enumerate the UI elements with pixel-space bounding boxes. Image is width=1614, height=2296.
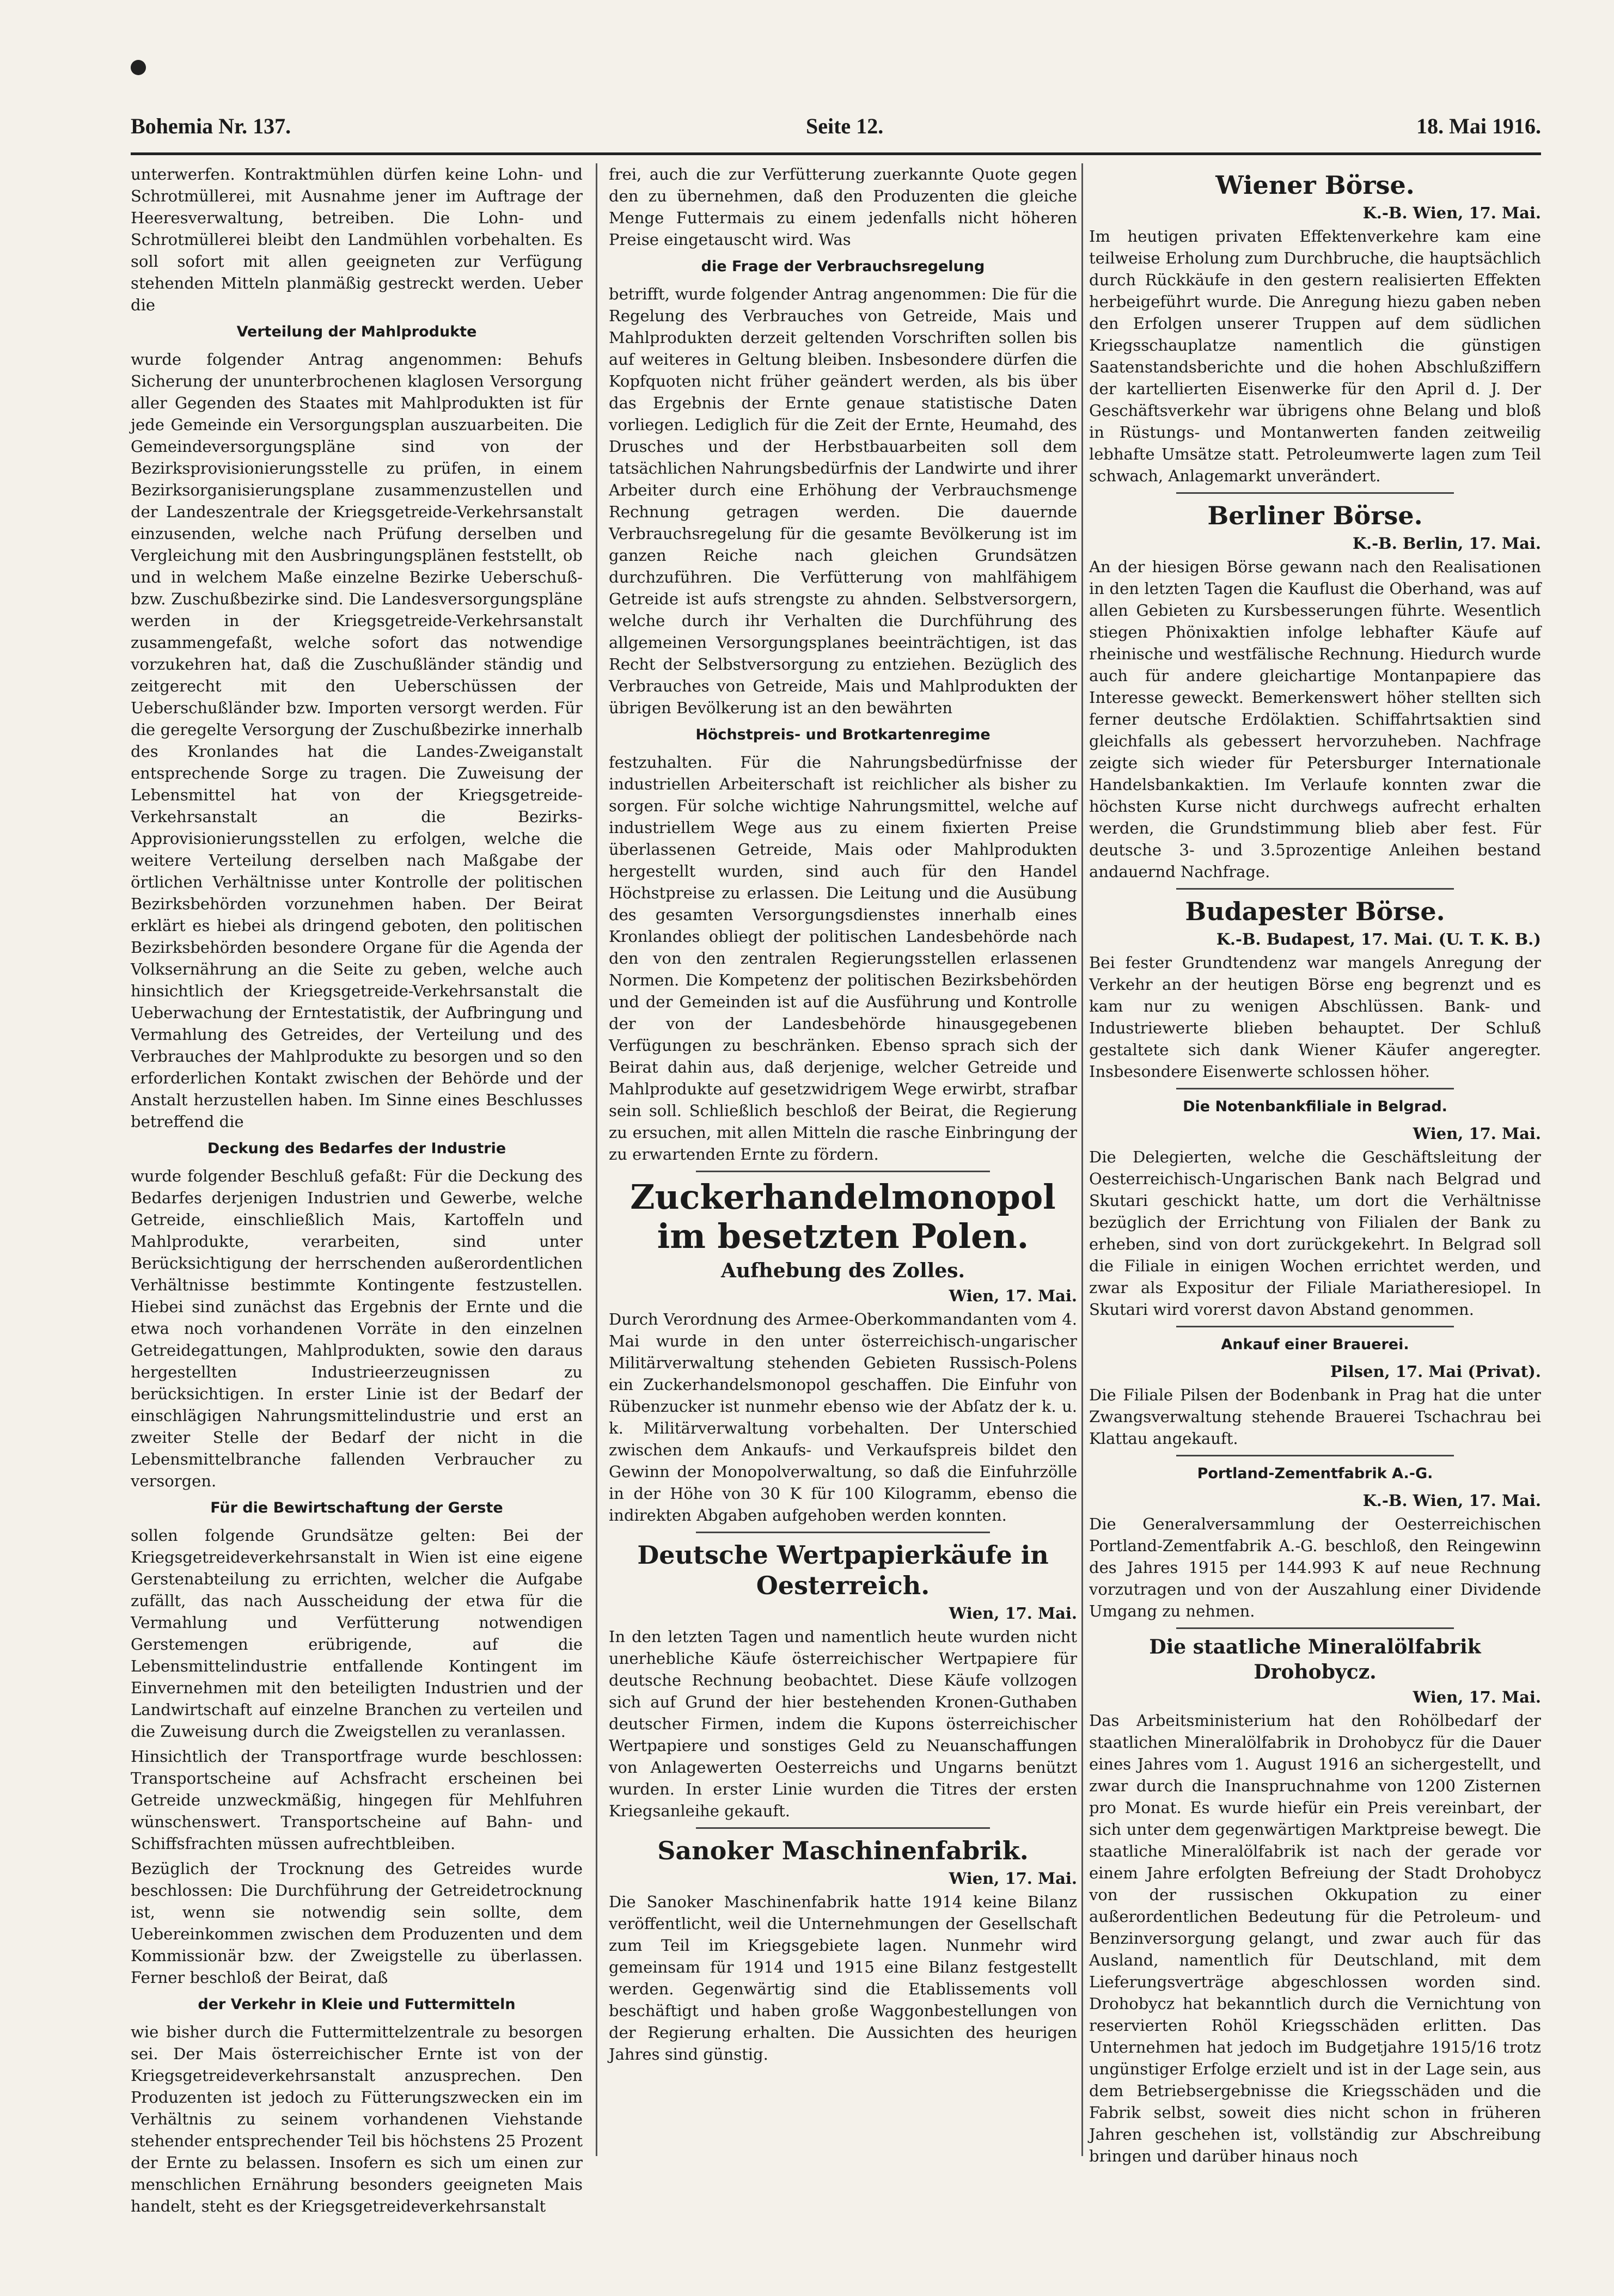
paragraph: Hinsichtlich der Transportfrage wurde beschlossen: Transportscheine auf Achsfracht erscheinen bei Getreide unzweckmäßig, hingegen für Mehlfuhren wünschenswert. Transportscheine auf Bahn- und Schiffsfrachten müssen aufrechtbleiben. [131, 1747, 583, 1853]
dateline: Pilsen, 17. Mai (Privat). [1330, 1362, 1541, 1381]
dateline: Wien, 17. Mai. [949, 1869, 1077, 1888]
article-headline: Berliner Börse. [1207, 501, 1423, 530]
article-headline: Deutsche Wertpapierkäufe in Oesterreich. [637, 1540, 1049, 1600]
paragraph: Bezüglich der Trocknung des Getreides wurde beschlossen: Die Durchführung der Getreidetrocknung ist, wenn sie notwendig sein sollte, dem Uebereinkommen zwischen dem Produzenten und dem Kommissionär bzw. der Zweigstelle zu überlassen. Ferner beschloß der Beirat, daß [131, 1859, 583, 1987]
article-headline: Die staatliche Mineralölfabrik Drohobycz. [1149, 1636, 1481, 1683]
dateline: Wien, 17. Mai. [1413, 1124, 1541, 1143]
paragraph: wie bisher durch die Futtermittelzentrale zu besorgen sei. Der Mais österreichischer Ernte ist von der Kriegsgetreideverkehrsanstalt anzusprechen. Den Produzenten ist jedoch zu Fütterungszwecken ein im Verhältnis zu seinem vorhandenen Viehstande stehender entsprechender Teil bis höchstens 25 Prozent der Ernte zu belassen. Insofern es sich um einen zur menschlichen Ernährung besonders geeigneten Mais handelt, steht es der Kriegsgetreideverkehrsanstalt [131, 2023, 583, 2215]
dateline: Wien, 17. Mai. [949, 1604, 1077, 1622]
subheading: Höchstpreis- und Brotkartenregime [695, 726, 991, 743]
paragraph: unterwerfen. Kontraktmühlen dürfen keine Lohn- und Schrotmüllerei, mit Ausnahme jener im Auftrage der Heeresverwaltung, betreiben. Die Lohn- und Schrotmüllerei bleibt den Landmühlen vorbehalten. Es soll sofort mit allen geeigneten zur Verfügung stehenden Mitteln planmäßig gestreckt werden. Ueber die [131, 165, 583, 314]
article-subheadline: Aufhebung des Zolles. [720, 1259, 965, 1282]
article-separator [1176, 1455, 1454, 1456]
article-separator [696, 1171, 990, 1172]
page-header [131, 109, 1541, 147]
dateline: K.-B. Berlin, 17. Mai. [1352, 534, 1541, 553]
subheading: Ankauf einer Brauerei. [1221, 1336, 1409, 1353]
dateline: K.-B. Wien, 17. Mai. [1362, 1491, 1541, 1510]
article-separator [1176, 1326, 1454, 1327]
article-separator [1176, 888, 1454, 890]
article-separator [1176, 1088, 1454, 1089]
paragraph: Bei fester Grundtendenz war mangels Anregung der Verkehr an der heutigen Börse eng begrenzt und es kam nur zu wenigen Abschlüssen. Bank- und Industriewerte blieben behauptet. Der Schluß gestaltete sich dank Wiener Käufer angeregter. Insbesondere Eisenwerte schlossen höher. [1089, 953, 1541, 1081]
column-divider [596, 163, 597, 2156]
column-3 [1089, 163, 1541, 2165]
article-separator [696, 1532, 990, 1533]
paragraph: In den letzten Tagen und namentlich heute wurden nicht unerhebliche Käufe österreichischer Wertpapiere für deutsche Rechnung beobachtet. Diese Käufe vollzogen sich auf Grund der hier bestehenden Kronen-Guthaben deutscher Firmen, indem die Kupons österreichischer Wertpapiere und sonstiges Geld zu Neuanschaffungen von Anlagewerten Oesterreichs und Ungarns benützt wurden. In erster Linie wurden die Titres der ersten Kriegsanleihe gekauft. [609, 1627, 1077, 1820]
article-headline: Zuckerhandelmonopol im besetzten Polen. [630, 1177, 1056, 1256]
article-headline: Wiener Börse. [1215, 170, 1415, 200]
paragraph: An der hiesigen Börse gewann nach den Realisationen in den letzten Tagen die Kauflust die Oberhand, was auf allen Gebieten zu Kursbesserungen führte. Wesentlich stiegen Phönixaktien infolge lebhafter Käufe auf rheinische und westfälische Rechnung. Hiedurch wurde auch für andere gleichartige Montanpapiere das Interesse geweckt. Bemerkenswert höher stellten sich ferner deutsche Erdölaktien. Schiffahrtsaktien sind gleichfalls als gebessert hervorzuheben. Nachfrage zeigte sich wieder für Petersburger Internationale Handelsbankaktien. Im Verlaufe konnten zwar die höchsten Kurse nicht durchwegs aufrecht erhalten werden, die Grundstimmung blieb aber fest. Für deutsche 3- und 3.5prozentige Anleihen bestand andauernd Nachfrage. [1089, 558, 1541, 881]
column-1 [131, 163, 583, 2215]
header-rule [131, 152, 1541, 155]
paragraph: Die Sanoker Maschinenfabrik hatte 1914 keine Bilanz veröffentlicht, weil die Unternehmungen der Gesellschaft zum Teil im Kriegsgebiete lagen. Nunmehr wird gemeinsam für 1914 und 1915 eine Bilanz festgestellt werden. Gegenwärtig sind die Etablissements voll beschäftigt und haben große Waggonbestellungen von der Regierung erhalten. Die Aussichten des heurigen Jahres sind günstig. [609, 1893, 1077, 2064]
subheading: die Frage der Verbrauchsregelung [701, 258, 985, 275]
paragraph: Im heutigen privaten Effektenverkehre kam eine teilweise Erholung zum Durchbruche, die hauptsächlich durch Rückkäufe in den gestern realisierten Effekten herbeigeführt wurde. Die Anregung hiezu gaben neben den Erfolgen unserer Truppen auf dem südlichen Kriegsschauplatze namentlich die günstigen Saatenstandsberichte und die hohen Abschlußziffern der kartellierten Eisenwerke für den April d. J. Der Geschäftsverkehr war übrigens ohne Belang und bloß in Rüstungs- und Montanwerten fanden zeitweilig lebhafte Umsätze statt. Petroleumwerte lagen zum Teil schwach, Anlagemarkt unverändert. [1089, 227, 1541, 485]
article-separator [1176, 1627, 1454, 1629]
header-page-number: Seite 12. [806, 114, 884, 138]
paragraph: Die Generalversammlung der Oesterreichischen Portland-Zementfabrik A.-G. beschloß, den Reingewinn des Jahres 1915 per 144.993 K auf neue Rechnung vorzutragen und von der Auszahlung einer Dividende Umgang zu nehmen. [1089, 1515, 1541, 1620]
subheading: Verteilung der Mahlprodukte [236, 323, 477, 340]
paragraph: festzuhalten. Für die Nahrungsbedürfnisse der industriellen Arbeiterschaft ist reichlicher als bisher zu sorgen. Für solche wichtige Nahrungsmittel, welche auf industriellem Wege aus zu einem fixierten Preise überlassenen Getreide, Mais oder Mahlprodukten hergestellt wurden, sind auch für den Handel Höchstpreise zu erlassen. Die Leitung und die Ausübung des gesamten Versorgungsdienstes innerhalb eines Kronlandes obliegt der politischen Landesbehörde nach den von den zentralen Regierungsstellen erlassenen Normen. Die Kompetenz der politischen Bezirksbehörden und der Gemeinden ist auf die Ausführung und Kontrolle der von der Landesbehörde hinausgegebenen Verfügungen zu beschränken. Ebenso sprach sich der Beirat dahin aus, daß derjenige, welcher Getreide und Mahlprodukte auf gesetzwidrigem Wege erwirbt, strafbar sein soll. Schließlich beschloß der Beirat, die Regierung zu ersuchen, mit allen Mitteln die rasche Einbringung der zu erwartenden Ernte zu fördern. [609, 753, 1077, 1164]
dateline: K.-B. Budapest, 17. Mai. (U. T. K. B.) [1216, 930, 1541, 948]
ink-blot [131, 60, 146, 75]
paragraph: wurde folgender Beschluß gefaßt: Für die Deckung des Bedarfes derjenigen Industrien und Gewerbe, welche Getreide, einschließlich Mais, Kartoffeln und Mahlprodukte, verarbeiten, sind unter Berücksichtigung der herrschenden außerordentlichen Verhältnisse bestimmte Kontingente festzustellen. Hiebei sind zunächst das Ergebnis der Ernte und die etwa noch vorhandenen Vorräte in den einzelnen Getreidegattungen, Mahlprodukten, sowie den daraus hergestellten Industrieerzeugnissen zu berücksichtigen. In erster Linie ist der Bedarf der einschlägigen Nahrungsmittelindustrie und erst an zweiter Stelle der Bedarf der nicht in die Lebensmittelbranche fallenden Verbraucher zu versorgen. [131, 1167, 583, 1490]
dateline: Wien, 17. Mai. [949, 1287, 1077, 1305]
subheading: Portland-Zementfabrik A.-G. [1197, 1465, 1433, 1482]
article-headline: Budapester Börse. [1185, 897, 1445, 926]
paragraph: sollen folgende Grundsätze gelten: Bei der Kriegsgetreideverkehrsanstalt in Wien ist eine eigene Gerstenabteilung zu errichten, welcher die Aufgabe zufällt, das nach Ausscheidung der etwa für die Vermahlung und Verfütterung notwendigen Gerstemengen erübrigende, auf die Lebensmittelindustrie entfallende Kontingent im Einvernehmen mit den beteiligten Industrien und der Landwirtschaft auf einzelne Branchen zu verteilen und die Zuweisung durch die Zweigstellen zu veranlassen. [131, 1526, 583, 1741]
paragraph: Die Delegierten, welche die Geschäftsleitung der Oesterreichisch-Ungarischen Bank nach Belgrad und Skutari geschickt hatte, um dort die Verhältnisse bezüglich der Errichtung von Filialen der Bank zu erheben, sind von dort zurückgekehrt. In Belgrad soll die Filiale in einigen Wochen errichtet werden, und zwar als Expositur der Filiale Mariatheresiopel. In Skutari wird vorerst davon Abstand genommen. [1089, 1148, 1541, 1319]
article-separator [1176, 492, 1454, 494]
paragraph: frei, auch die zur Verfütterung zuerkannte Quote gegen den zu übernehmen, daß den Produzenten die gleiche Menge Futtermais zu einem jedenfalls nicht höheren Preise eingetauscht wird. Was [609, 165, 1077, 249]
article-headline: Sanoker Maschinenfabrik. [657, 1836, 1029, 1865]
article-separator [696, 1827, 990, 1829]
paragraph: Die Filiale Pilsen der Bodenbank in Prag hat die unter Zwangsverwaltung stehende Brauerei Tschachrau bei Klattau angekauft. [1089, 1386, 1541, 1448]
dateline: Wien, 17. Mai. [1413, 1688, 1541, 1706]
dateline: K.-B. Wien, 17. Mai. [1362, 204, 1541, 222]
subheading: der Verkehr in Kleie und Futtermitteln [198, 1996, 516, 2013]
paragraph: Das Arbeitsministerium hat den Rohölbedarf der staatlichen Mineralölfabrik in Drohobycz für die Dauer eines Jahres vom 1. August 1916 an sichergestellt, und zwar durch die Inanspruchnahme von 1200 Zisternen pro Monat. Es wurde hiefür ein Preis vereinbart, der sich unter dem gegenwärtigen Marktpreise bewegt. Die staatliche Mineralölfabrik ist nach der gerade vor einem Jahre erfolgten Befreiung der Stadt Drohobycz von der russischen Okkupation zu einer außerordentlichen Bedeutung für die Petroleum- und Benzinversorgung gelangt, und zwar auch für das Ausland, namentlich für Deutschland, mit dem Lieferungsverträge abgeschlossen worden sind. Drohobycz hat bekanntlich durch die Vernichtung von reservierten Rohöl Kriegsschäden erlitten. Das Unternehmen hat jedoch im Budgetjahre 1915/16 trotz ungünstiger Erfolge erzielt und ist in der Lage sein, aus dem Betriebsergebnisse die Kriegsschäden und die Fabrik selbst, soweit dies nicht schon in früheren Jahren geschehen ist, vollständig zur Abschreibung bringen und darüber hinaus noch [1089, 1711, 1541, 2165]
column-divider [1081, 163, 1083, 2156]
paragraph: betrifft, wurde folgender Antrag angenommen: Die für die Regelung des Verbrauches von Getreide, Mais und Mahlprodukten derzeit geltenden Vorschriften sollen bis auf weiteres in Geltung bleiben. Insbesondere dürfen die Kopfquoten nicht früher geändert werden, als bis über das Ergebnis der Ernte genaue statistische Daten vorliegen. Lediglich für die Zeit der Ernte, Heumahd, des Drusches und der Herbstbauarbeiten soll dem tatsächlichen Nahrungsbedürfnis der Landwirte und ihrer Arbeiter durch eine Erhöhung der Verbrauchsmenge Rechnung getragen werden. Die dauernde Verbrauchsregelung für die gesamte Bevölkerung ist im ganzen Reiche nach gleichen Grundsätzen durchzuführen. Die Verfütterung von mahlfähigem Getreide ist aufs strengste zu ahnden. Selbstversorgern, welche durch ihr Verhalten die Durchführung des allgemeinen Versorgungsplanes beeinträchtigen, ist das Recht der Selbstversorgung zu entziehen. Bezüglich des Verbrauches von Getreide, Mais und Mahlprodukten der übrigen Bevölkerung ist an den bewährten [609, 285, 1077, 717]
subheading: Die Notenbankfiliale in Belgrad. [1183, 1098, 1447, 1115]
paragraph: wurde folgender Antrag angenommen: Behufs Sicherung der ununterbrochenen klaglosen Versorgung aller Gegenden des Staates mit Mahlprodukten ist für jede Gemeinde ein Versorgungsplan auszuarbeiten. Die Gemeindeversorgungspläne sind von der Bezirksprovisionierungsstelle zu prüfen, in einem Bezirksorganisierungsplane zusammenzustellen und der Landeszentrale der Kriegsgetreide-Verkehrsanstalt einzusenden, welche nach Prüfung derselben und Vergleichung mit den Ausbringungsplänen feststellt, ob und in welchem Maße einzelne Bezirke Ueberschuß- bzw. Zuschußbezirke sind. Die Landesversorgungspläne werden in der Kriegsgetreide-Verkehrsanstalt zusammengefaßt, welche sofort das notwendige vorzukehren hat, daß die Zuschußländer ständig und zeitgerecht mit den Ueberschüssen der Ueberschußländer bzw. Importen versorgt werden. Für die geregelte Versorgung der Zuschußbezirke innerhalb des Kronlandes hat die Landes-Zweiganstalt entsprechende Sorge zu tragen. Die Zuweisung der Lebensmittel hat von der Kriegsgetreide-Verkehrsanstalt an die Bezirks-Approvisionierungsstellen zu erfolgen, welche die weitere Verteilung derselben nach Maßgabe der örtlichen Verhältnisse unter Kontrolle der politischen Bezirksbehörden vorzunehmen haben. Der Beirat erklärt es hiebei als dringend geboten, den politischen Bezirksbehörden besondere Organe für die Agenda der Volksernährung an die Seite zu geben, welche auch hinsichtlich der Kriegsgetreide-Verkehrsanstalt die Ueberwachung der Erntestatistik, der Aufbringung und Vermahlung des Getreides, der Verteilung und des Verbrauches der Mahlprodukte zu besorgen und so den erforderlichen Kontakt zwischen der Behörde und der Anstalt herzustellen haben. Im Sinne eines Beschlusses betreffend die [131, 350, 583, 1131]
subheading: Für die Bewirtschaftung der Gerste [210, 1499, 503, 1516]
paragraph: Durch Verordnung des Armee-Oberkommandanten vom 4. Mai wurde in den unter österreichisch-ungarischer Militärverwaltung stehenden Gebieten Russisch-Polens ein Zuckerhandelsmonopol geschaffen. Die Einfuhr von Rübenzucker ist nunmehr ebenso wie der Abſatz der k. u. k. Militärverwaltung vorbehalten. Der Unterschied zwischen dem Ankaufs- und Verkaufspreis bildet den Gewinn der Monopolverwaltung, so daß die Einfuhrzölle in der Höhe von 30 K für 100 Kilogramm, ebenso die indirekten Abgaben aufgehoben werden konnten. [609, 1310, 1077, 1524]
subheading: Deckung des Bedarfes der Industrie [207, 1140, 506, 1157]
header-date: 18. Mai 1916. [1416, 114, 1541, 138]
column-2 [609, 163, 1077, 2156]
header-publication: Bohemia Nr. 137. [131, 114, 291, 138]
